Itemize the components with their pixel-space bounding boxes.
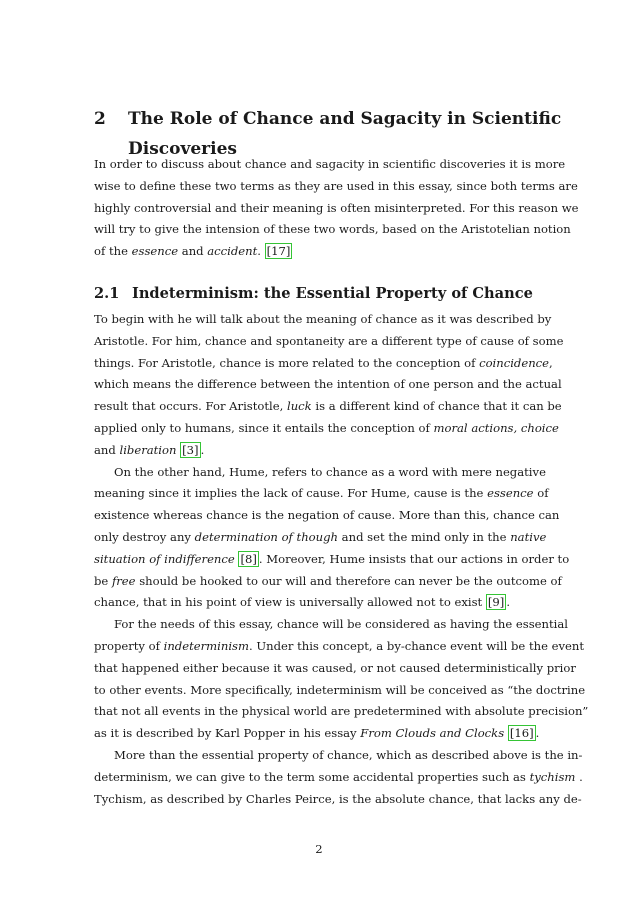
text-run: chance, that in his point of view is universally allowed not to exist xyxy=(94,595,486,610)
text-run: . Moreover, Hume insists that our actions in order to xyxy=(258,551,570,566)
text-line xyxy=(94,591,544,613)
text-line xyxy=(94,526,547,548)
citation-link[interactable]: [9] xyxy=(487,595,505,610)
text-run: which means the difference between the intention of one person and the actual xyxy=(94,377,562,392)
text-run: In order to discuss about chance and sagacity in scientific discoveries it is more xyxy=(94,157,566,171)
text-run: and xyxy=(178,244,208,259)
text-line xyxy=(94,788,582,810)
text-line xyxy=(94,504,560,526)
page-number: 2 xyxy=(315,842,323,856)
text-line xyxy=(94,352,553,374)
text-line xyxy=(94,330,564,352)
text-run: things. For Aristotle, chance is more related to the conception of xyxy=(94,355,480,370)
text-line xyxy=(94,679,586,701)
text-run: . Under this concept, a by-chance event will be the event xyxy=(248,639,585,653)
text-run: determinism, we can give to the term some accidental properties such as xyxy=(94,769,530,784)
citation-link[interactable]: [16] xyxy=(509,726,534,741)
text-line xyxy=(94,439,544,461)
text-run: result that occurs. For Aristotle, xyxy=(94,399,287,414)
text-run: will try to give the intension of these two words, based on the Aristotelian notion xyxy=(94,222,571,237)
text-line xyxy=(94,175,578,197)
section-number: 2 xyxy=(94,109,106,129)
text-run: Tychism, as described by Charles Peirce, is the absolute chance, that lacks any de- xyxy=(94,791,582,806)
italic-term: accident xyxy=(207,244,258,259)
text-run: property of xyxy=(94,639,164,653)
text-line xyxy=(94,373,562,395)
text-line xyxy=(94,153,566,175)
italic-term: coincidence xyxy=(479,355,550,370)
text-line xyxy=(94,700,589,722)
text-run: wise to define these two terms as they are used in this essay, since both terms are xyxy=(94,178,578,193)
text-run: . xyxy=(575,769,583,784)
text-line xyxy=(94,657,576,679)
text-line xyxy=(94,417,559,439)
italic-term: From Clouds and Clocks xyxy=(360,726,505,741)
text-run: and set the mind only in the xyxy=(338,530,511,544)
italic-term: essence xyxy=(131,244,179,259)
text-run: existence whereas chance is the negation of cause. More than this, chance can xyxy=(94,508,560,523)
text-run: as it is described by Karl Popper in his essay xyxy=(94,726,361,741)
italic-term: luck xyxy=(286,399,312,414)
text-run: . xyxy=(200,442,205,457)
subsection-number: 2.1 xyxy=(94,285,120,302)
text-line xyxy=(94,218,571,240)
text-line xyxy=(94,548,570,570)
section-title: The Role of Chance and Sagacity in Scientific Discoveries xyxy=(128,109,562,159)
text-line xyxy=(94,482,549,504)
text-run: and xyxy=(94,442,120,457)
citation-link[interactable]: [8] xyxy=(240,551,257,566)
text-run: that not all events in the physical world are predetermined with absolute precision” xyxy=(94,704,589,719)
text-run: applied only to humans, since it entails the conception of xyxy=(94,421,434,435)
text-run: More than the essential property of chance, which as described above is the in- xyxy=(114,748,583,762)
text-line xyxy=(94,240,544,262)
text-run: that happened either because it was caused, or not caused deterministically prior xyxy=(94,660,576,675)
text-run: to other events. More specifically, indeterminism will be conceived as “the doctrine xyxy=(94,682,586,697)
text-line xyxy=(94,570,562,592)
text-run: On the other hand, Hume, refers to chance as a word with mere negative xyxy=(114,464,546,479)
text-line xyxy=(114,744,583,766)
text-line xyxy=(94,308,552,330)
text-run: be xyxy=(94,573,112,588)
subsection-title: Indeterminism: the Essential Property of Chance xyxy=(132,285,533,302)
text-run: Aristotle. For him, chance and spontaneity are a different type of cause of some xyxy=(94,333,564,348)
text-line xyxy=(94,766,583,788)
text-run: should be hooked to our will and therefore can never be the outcome of xyxy=(135,573,562,588)
text-run: only destroy any xyxy=(94,530,195,544)
text-run: . xyxy=(506,595,511,610)
text-run: of xyxy=(533,486,549,501)
italic-term: free xyxy=(111,573,136,588)
text-run: meaning since it implies the lack of cause. For Hume, cause is the xyxy=(94,486,488,501)
text-run: . xyxy=(535,726,540,741)
text-line xyxy=(94,635,585,657)
text-run: , xyxy=(549,355,553,370)
text-run: To begin with he will talk about the meaning of chance as it was described by xyxy=(94,312,552,326)
text-run: highly controversial and their meaning is often misinterpreted. For this reason we xyxy=(94,200,579,215)
text-line xyxy=(94,197,579,219)
text-line xyxy=(114,613,568,635)
italic-term: moral actions, choice xyxy=(433,421,559,435)
text-line xyxy=(94,395,562,417)
citation-link[interactable]: [3] xyxy=(182,442,199,457)
italic-term: indeterminism xyxy=(163,639,249,653)
text-run: . xyxy=(257,244,265,259)
italic-term: liberation xyxy=(119,442,177,457)
italic-term: native xyxy=(510,530,547,544)
text-run: is a different kind of chance that it can be xyxy=(311,399,562,414)
italic-term: situation of indifference xyxy=(94,551,235,566)
text-line xyxy=(114,461,544,483)
text-line xyxy=(94,722,544,744)
text-run: For the needs of this essay, chance will be considered as having the essential xyxy=(114,617,568,632)
citation-link[interactable]: [17] xyxy=(266,244,291,259)
italic-term: essence xyxy=(487,486,534,501)
italic-term: tychism xyxy=(529,769,576,784)
italic-term: determination of though xyxy=(194,530,338,544)
text-run: of the xyxy=(94,244,132,259)
